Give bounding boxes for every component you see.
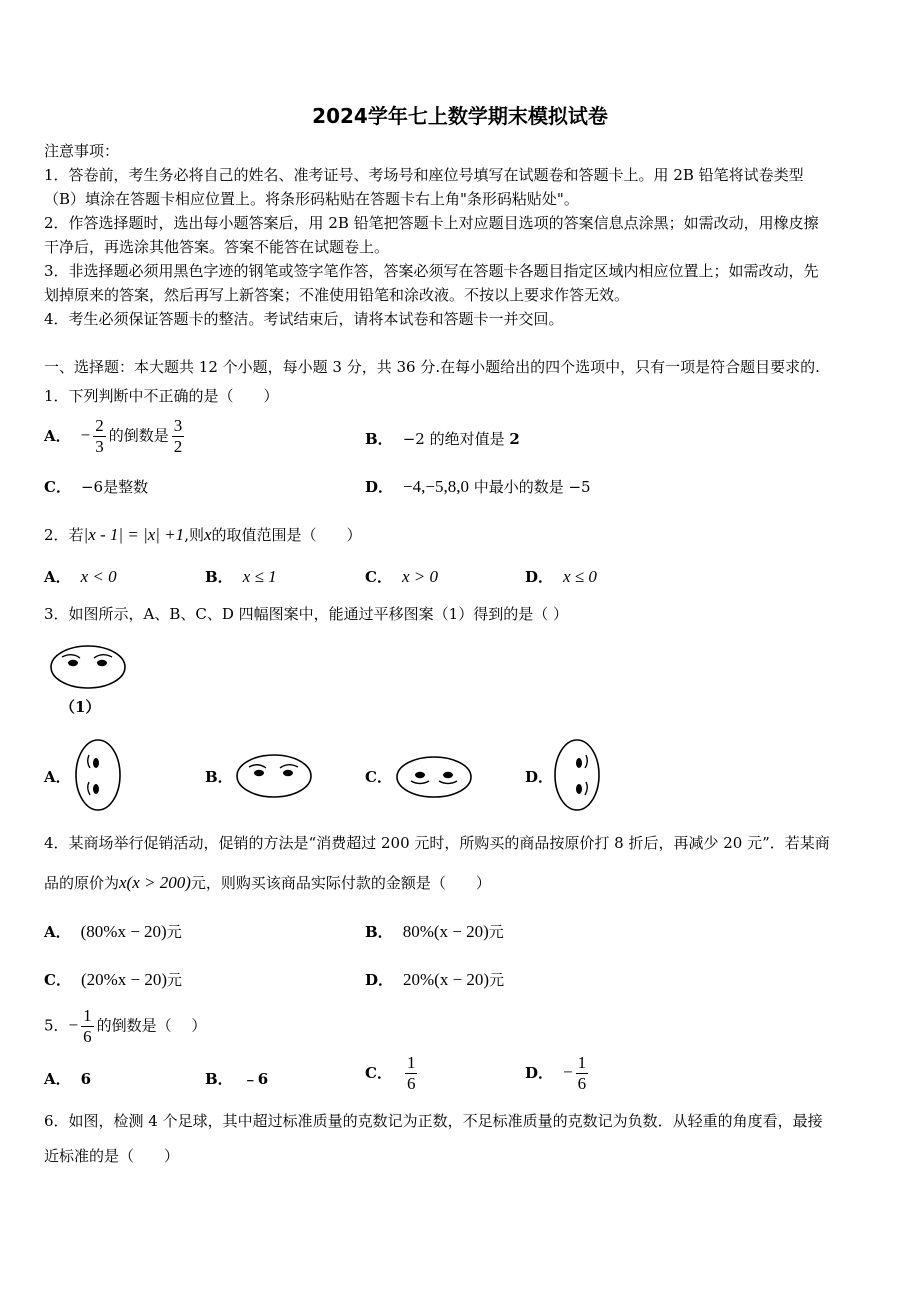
q2-option-c[interactable]: [365, 566, 438, 587]
notice-line: 干净后，再选涂其他答案。答案不能答在试题卷上。: [44, 238, 390, 256]
option-math: (20%x − 20): [80, 970, 168, 989]
denominator: 6: [406, 1074, 416, 1093]
question-6-stem-line2: 近标准的是（ ）: [44, 1147, 180, 1165]
section-heading: 一、选择题：本大题共 12 个小题，每小题 3 分，共 36 分.在每小题给出的四个选项中，只有一项是符合题目要求的.: [44, 358, 820, 376]
option-label: D．: [525, 768, 554, 786]
figure-1-face: [50, 644, 130, 694]
option-label: B．: [205, 568, 233, 586]
option-label: C．: [365, 768, 392, 786]
numerator: 1: [406, 1053, 416, 1072]
option-label: C．: [44, 971, 71, 989]
stem-text: ,则: [184, 526, 204, 544]
q1-option-c[interactable]: [44, 476, 148, 497]
notice-line: 4．考生必须保证答题卡的整洁。考试结束后，请将本试卷和答题卡一并交回。: [44, 310, 564, 328]
notice-line: 1．答卷前，考生务必将自己的姓名、准考证号、考场号和座位号填写在试题卷和答题卡上。用 2B 铅笔将试卷类型: [44, 166, 804, 184]
question-2-stem: [44, 524, 362, 545]
option-label: C．: [44, 478, 71, 496]
option-label: A．: [44, 768, 71, 786]
stem-math: |x - 1| = |x| +1: [83, 525, 185, 544]
option-label: D．: [525, 568, 554, 586]
stem-text: 品的原价为: [44, 874, 120, 892]
fraction: [172, 416, 185, 457]
q4-option-a[interactable]: [44, 921, 182, 942]
q5-option-a[interactable]: [44, 1068, 91, 1089]
fraction: [93, 416, 106, 457]
option-label: C．: [365, 568, 392, 586]
q3-figure-b-face[interactable]: [236, 753, 316, 801]
option-label: B．: [365, 430, 393, 448]
denominator: 6: [83, 1027, 92, 1046]
option-unit: 元: [488, 923, 504, 941]
stem-text: 5．: [44, 1016, 69, 1035]
option-unit: 元: [166, 923, 182, 941]
q4-option-b[interactable]: [365, 921, 504, 942]
option-math: 20%(x − 20): [403, 970, 490, 989]
option-math: (80%x − 20): [80, 922, 167, 941]
option-value: 2: [509, 430, 520, 448]
option-text: 6: [80, 1070, 92, 1088]
numerator: 2: [95, 416, 104, 435]
option-text: ﹣6: [242, 1070, 269, 1088]
option-math: x ≤ 0: [563, 567, 597, 586]
stem-text: 的取值范围是（ ）: [211, 526, 362, 544]
q5-option-c[interactable]: [365, 1053, 420, 1094]
option-label: A．: [44, 923, 71, 941]
option-label: B．: [205, 1070, 233, 1088]
question-6-stem-line1: 6．如图，检测 4 个足球，其中超过标准质量的克数记为正数，不足标准质量的克数记为负数．从轻重的角度看，最接: [44, 1112, 823, 1130]
stem-text: 2．若: [44, 526, 84, 544]
option-label: B．: [205, 768, 233, 786]
notice-heading: 注意事项：: [44, 142, 120, 160]
option-text: −6是整数: [80, 478, 149, 496]
q4-option-c[interactable]: [44, 969, 182, 990]
option-label: B．: [365, 923, 393, 941]
stem-math: x: [203, 525, 212, 544]
numerator: 1: [83, 1006, 92, 1025]
notice-line: （B）填涂在答题卡相应位置上。将条形码粘贴在答题卡右上角"条形码粘贴处"。: [44, 190, 579, 208]
numerator: 3: [173, 416, 183, 435]
notice-line: 划掉原来的答案，然后再写上新答案；不准使用铅笔和涂改液。不按以上要求作答无效。: [44, 286, 630, 304]
question-5-stem: [44, 1006, 206, 1047]
stem-text: 元，则购买该商品实际付款的金额是（ ）: [190, 874, 491, 892]
question-4-stem-line2: [44, 872, 491, 893]
option-label: D．: [525, 1063, 554, 1082]
option-math: x < 0: [80, 567, 117, 586]
option-unit: 元: [167, 971, 183, 989]
q2-option-a[interactable]: [44, 566, 117, 587]
option-label: D．: [365, 478, 394, 496]
q1-option-b[interactable]: [365, 428, 520, 449]
fraction: [81, 1006, 94, 1047]
q3-figure-a-face[interactable]: [74, 738, 124, 812]
option-text: 的倒数是: [108, 426, 169, 445]
question-4-stem-line1: 4．某商场举行促销活动，促销的方法是“消费超过 200 元时，所购买的商品按原价打 8 折后，再减少 20 元”．若某商: [44, 834, 830, 852]
option-label: D．: [365, 971, 394, 989]
q2-option-d[interactable]: [525, 566, 597, 587]
q1-option-d[interactable]: [365, 476, 591, 497]
stem-text: 的倒数是（ ）: [96, 1016, 207, 1035]
fraction: [576, 1053, 589, 1094]
notice-line: 3．非选择题必须用黑色字迹的钢笔或签字笔作答，答案必须写在答题卡各题目指定区域内相应位置上；如需改动，先: [44, 262, 819, 280]
figure-1-caption: （1）: [60, 698, 101, 716]
option-math: 80%(x − 20): [402, 922, 489, 941]
option-text: −2 的绝对值是: [402, 430, 510, 448]
q1-option-a[interactable]: [44, 416, 187, 457]
option-label: C．: [365, 1063, 392, 1082]
numerator: 1: [577, 1053, 587, 1072]
fraction: [405, 1053, 418, 1094]
denominator: 3: [95, 437, 104, 456]
q4-option-d[interactable]: [365, 969, 504, 990]
minus-sign: −: [68, 1015, 79, 1035]
option-text: 中最小的数是 −5: [468, 478, 591, 496]
stem-math: x(x > 200): [119, 873, 191, 892]
minus-sign: −: [80, 425, 91, 445]
q2-option-b[interactable]: [205, 566, 277, 587]
q3-figure-c-face[interactable]: [395, 755, 475, 801]
notice-line: 2．作答选择题时，选出每小题答案后，用 2B 铅笔把答题卡上对应题目选项的答案信息点涂黑；如需改动，用橡皮擦: [44, 214, 819, 232]
option-label: A．: [44, 426, 71, 445]
denominator: 6: [577, 1074, 587, 1093]
option-label: A．: [44, 568, 71, 586]
option-math: x > 0: [401, 567, 438, 586]
q5-option-b[interactable]: [205, 1068, 268, 1089]
option-math: −4,−5,8,0: [403, 477, 469, 496]
option-unit: 元: [489, 971, 505, 989]
question-1-stem: 1．下列判断中不正确的是（ ）: [44, 387, 279, 405]
denominator: 2: [173, 437, 183, 456]
q5-option-d[interactable]: [525, 1053, 591, 1094]
page-title: 2024学年七上数学期末模拟试卷: [312, 104, 608, 128]
option-math: x ≤ 1: [242, 567, 277, 586]
minus-sign: −: [563, 1062, 573, 1082]
question-3-stem: 3．如图所示，A、B、C、D 四幅图案中，能通过平移图案（1）得到的是（ ）: [44, 605, 568, 623]
option-label: A．: [44, 1070, 71, 1088]
q3-figure-d-face[interactable]: [553, 738, 603, 812]
